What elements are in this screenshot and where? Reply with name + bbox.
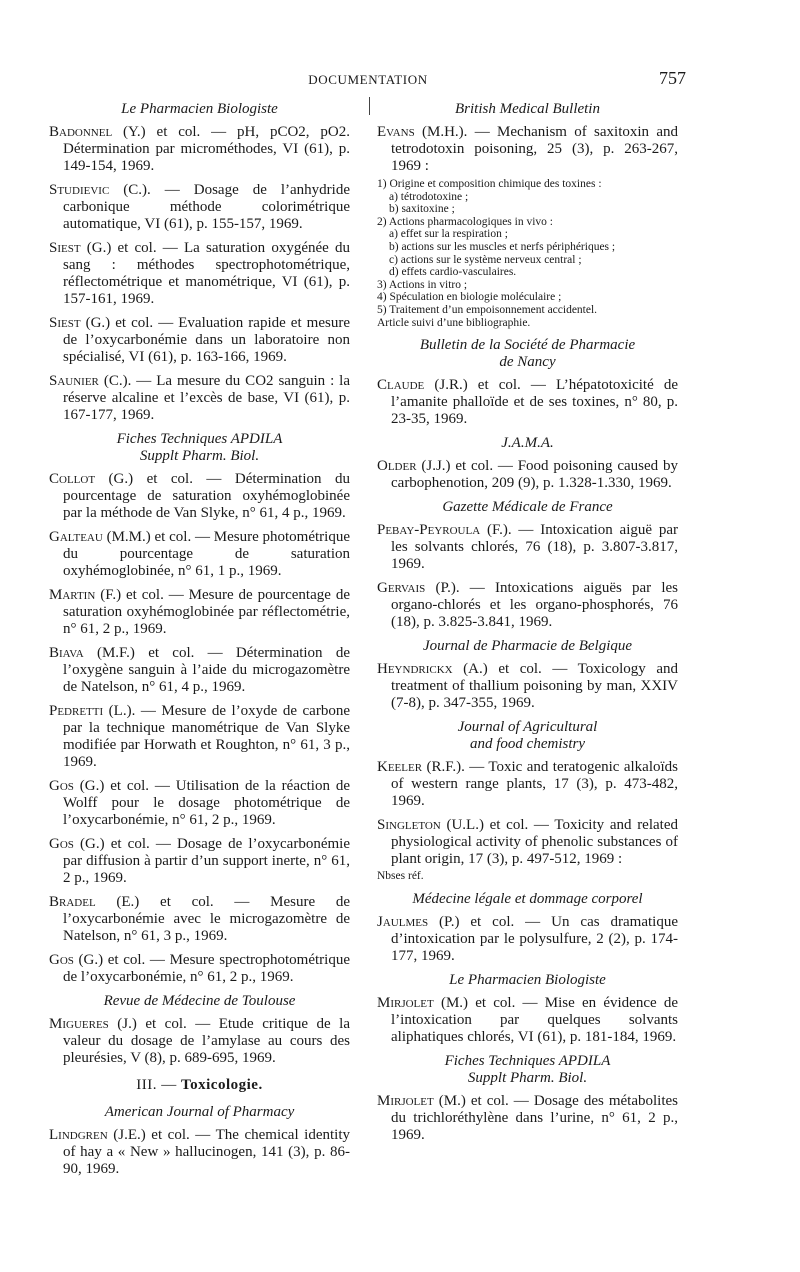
- note-line: 1) Origine et composition chimique des toxines :: [377, 178, 602, 190]
- journal-heading-line: Fiches Techniques APDILA: [116, 431, 283, 447]
- note-line: a) effet sur la respiration ;: [389, 228, 508, 241]
- entry-author: Studievic: [49, 182, 110, 198]
- bibliography-entry: [49, 315, 350, 366]
- entry-author: Gos: [49, 836, 74, 852]
- bibliography-entry: [49, 587, 350, 638]
- journal-heading: [377, 337, 678, 371]
- section-number: III. —: [136, 1077, 182, 1093]
- note-line: d) effets cardio-vasculaires.: [389, 266, 517, 279]
- journal-heading: British Medical Bulletin: [455, 101, 600, 117]
- journal-heading: Le Pharmacien Biologiste: [121, 101, 278, 117]
- note-line: Nbses réf.: [377, 870, 424, 883]
- bibliography-entry: [377, 377, 678, 428]
- entry-text: (G.) et col. — Détermination du pourcentage de saturation oxyhémoglobinée par la méthode de Van Slyke, n° 61, 4 p., 1969.: [63, 471, 350, 521]
- entry-author: Gos: [49, 778, 74, 794]
- bibliography-entry: [49, 703, 350, 771]
- entry-author: Pebay-Peyroula: [377, 522, 481, 539]
- running-head: [50, 68, 686, 90]
- bibliography-entry: [49, 240, 350, 308]
- entry-text: (M.F.) et col. — Détermination de l’oxygène sanguin à l’aide du microgazomètre de Natelson, n° 61, 4 p., 1969.: [63, 645, 350, 695]
- note-line: 4) Spéculation en biologie moléculaire ;: [377, 291, 562, 304]
- bibliography-entry: [377, 914, 678, 965]
- entry-author: Mirjolet: [377, 994, 434, 1011]
- entry-text: (J.J.) et col. — Food poisoning caused by carbophenotion, 209 (9), p. 1.328-1.330, 1969.: [391, 458, 678, 492]
- entry-author: Bradel: [49, 894, 96, 910]
- bibliography-entry: [49, 182, 350, 233]
- note-line: a) tétrodotoxine ;: [389, 190, 469, 203]
- journal-heading-line: Journal of Agricultural: [457, 719, 598, 736]
- entry-text: (U.L.) et col. — Toxicity and related physiological activity of phenolic substances of plant origin, 17 (3), p. 497-512, 1969 :: [391, 817, 678, 868]
- journal-heading: Revue de Médecine de Toulouse: [103, 993, 296, 1009]
- journal-heading: [377, 719, 678, 753]
- journal-heading: [49, 431, 350, 465]
- entry-author: Gervais: [377, 580, 426, 597]
- note-line: 3) Actions in vitro ;: [377, 278, 468, 291]
- entry-author: Saunier: [49, 373, 99, 389]
- entry-notes: [377, 178, 678, 329]
- bibliography-entry: [377, 817, 678, 868]
- entry-text: (A.) et col. — Toxicology and treatment of thallium poisoning by man, XXIV (7-8), p. 347-355, 1969.: [391, 661, 678, 712]
- entry-author: Siest: [49, 315, 81, 331]
- entry-author: Mirjolet: [377, 1092, 434, 1109]
- entry-author: Pedretti: [49, 703, 104, 719]
- bibliography-entry: [377, 759, 678, 810]
- entry-author: Siest: [49, 240, 81, 256]
- entry-text: (G.) et col. — Utilisation de la réaction de Wolff pour le dosage photométrique de l’oxycarbonémie, n° 61, 2 p., 1969.: [63, 778, 350, 828]
- bibliography-entry: [377, 580, 678, 631]
- section-title: [49, 1077, 350, 1094]
- entry-text: (F.). — Intoxication aiguë par les solvants chlorés, 76 (18), p. 3.807-3.817, 1969.: [391, 522, 678, 573]
- journal-heading: Médecine légale et dommage corporel: [412, 890, 643, 907]
- entry-author: Migueres: [49, 1016, 109, 1032]
- journal-heading: J.A.M.A.: [501, 435, 554, 452]
- entry-author: Evans: [377, 124, 415, 140]
- entry-text: (P.). — Intoxications aiguës par les organo-chlorés et les organo-phosphorés, 76 (18), p. 3.825-3.841, 1969.: [391, 580, 678, 631]
- journal-heading: Le Pharmacien Biologiste: [449, 971, 606, 988]
- journal-heading-line: Supplt Pharm. Biol.: [467, 1069, 588, 1086]
- entry-text: (C.). — Dosage de l’anhydride carbonique méthode colorimétrique automatique, VI (61), p. 155-157, 1969.: [63, 182, 350, 232]
- entry-text: (G.) et col. — Evaluation rapide et mesure de l’oxycarbonémie dans un laboratoire non spécialisé, VI (61), p. 163-166, 1969.: [63, 315, 350, 365]
- entry-text: (J.) et col. — Etude critique de la valeur du dosage de l’amylase au cours des pleurésies, V (8), p. 689-695, 1969.: [63, 1016, 350, 1066]
- journal-heading-line: Supplt Pharm. Biol.: [139, 448, 260, 464]
- entry-text: (J.E.) et col. — The chemical identity of hay a « New » hallucinogen, 141 (3), p. 86-90, 1969.: [63, 1127, 350, 1177]
- entry-author: Keeler: [377, 759, 423, 776]
- entry-author: Older: [377, 458, 417, 475]
- entry-text: (F.) et col. — Mesure de pourcentage de saturation oxyhémoglobinée par réflectométrie, n° 61, 2 p., 1969.: [63, 587, 350, 637]
- entry-author: Galteau: [49, 529, 103, 545]
- note-line: 5) Traitement d’un empoisonnement accidentel.: [377, 303, 598, 316]
- note-line: b) saxitoxine ;: [389, 203, 455, 216]
- entry-author: Heyndrickx: [377, 661, 453, 678]
- page-number: 757: [659, 68, 686, 88]
- entry-author: Singleton: [377, 817, 441, 834]
- running-title: DOCUMENTATION: [308, 72, 428, 87]
- entry-author: Claude: [377, 377, 425, 394]
- bibliography-entry: [49, 471, 350, 522]
- bibliography-entry: [49, 836, 350, 887]
- bibliography-entry: [377, 522, 678, 573]
- entry-author: Collot: [49, 471, 96, 487]
- journal-heading: [377, 1053, 678, 1087]
- bibliography-entry: [377, 124, 678, 175]
- entry-text: (R.F.). — Toxic and teratogenic alkaloïds of western range plants, 17 (3), p. 473-482, 1969.: [391, 759, 678, 810]
- bibliography-entry: [377, 1093, 678, 1144]
- bibliography-entry: [377, 458, 678, 492]
- entry-text: (G.) et col. — Dosage de l’oxycarbonémie par diffusion à partir d’un support inerte, n° 61, 2 p., 1969.: [63, 836, 350, 886]
- entry-text: (M.) et col. — Dosage des métabolites du trichloréthylène dans l’urine, n° 61, 2 p., 1969.: [391, 1092, 678, 1143]
- bibliography-entry: [49, 124, 350, 175]
- bibliography-entry: [377, 995, 678, 1046]
- entry-text: (G.) et col. — La saturation oxygénée du sang : méthodes spectrophotométrique, réflectométrique et manométrique, VI (61), p. 157-161, 1969.: [63, 240, 350, 307]
- note-line: b) actions sur les muscles et nerfs périphériques ;: [389, 240, 616, 253]
- entry-author: Lindgren: [49, 1127, 108, 1143]
- entry-notes: [377, 870, 678, 883]
- journal-heading-line: Fiches Techniques APDILA: [444, 1052, 611, 1069]
- journal-heading-line: de Nancy: [499, 354, 556, 371]
- bibliography-entry: [49, 894, 350, 945]
- entry-text: (M.H.). — Mechanism of saxitoxin and tetrodotoxin poisoning, 25 (3), p. 263-267, 1969 :: [391, 124, 678, 174]
- entry-text: (M.) et col. — Mise en évidence de l’intoxication par quelques solvants aliphatiques chlorés, VI (61), p. 181-184, 1969.: [391, 994, 678, 1045]
- entry-author: Martin: [49, 587, 96, 603]
- entry-text: (E.) et col. — Mesure de l’oxycarbonémie avec le microgazomètre de Natelson, n° 61, 3 p., 1969.: [63, 894, 350, 944]
- bibliography-entry: [49, 645, 350, 696]
- bibliography-entry: [377, 661, 678, 712]
- left-column: [49, 101, 350, 1185]
- note-line: c) actions sur le système nerveux central ;: [389, 253, 582, 266]
- bibliography-entry: [49, 1016, 350, 1067]
- right-column: [377, 101, 678, 1151]
- entry-text: (J.R.) et col. — L’hépatotoxicité de l’amanite phalloïde et de ses toxines, n° 80, p. 23-35, 1969.: [391, 377, 678, 428]
- entry-text: (Y.) et col. — pH, pCO2, pO2. Détermination par microméthodes, VI (61), p. 149-154, 1969.: [63, 124, 350, 174]
- entry-author: Biava: [49, 645, 84, 661]
- note-line: 2) Actions pharmacologiques in vivo :: [377, 215, 553, 228]
- entry-text: (P.) et col. — Un cas dramatique d’intoxication par le polysulfure, 2 (2), p. 174-177, 1969.: [391, 913, 678, 964]
- bibliography-entry: [49, 373, 350, 424]
- journal-heading-line: and food chemistry: [470, 736, 585, 753]
- column-divider: [369, 97, 370, 115]
- bibliography-entry: [49, 952, 350, 986]
- entry-text: (C.). — La mesure du CO2 sanguin : la réserve alcaline et l’excès de base, VI (61), p. 167-177, 1969.: [63, 373, 350, 423]
- entry-text: (G.) et col. — Mesure spectrophotométrique de l’oxycarbonémie, n° 61, 2 p., 1969.: [63, 952, 350, 985]
- section-name: Toxicologie.: [181, 1077, 263, 1093]
- bibliography-entry: [49, 529, 350, 580]
- entry-author: Gos: [49, 952, 74, 968]
- bibliography-entry: [49, 1127, 350, 1178]
- note-line: Article suivi d’une bibliographie.: [377, 316, 531, 329]
- entry-author: Badonnel: [49, 124, 113, 140]
- entry-text: (L.). — Mesure de l’oxyde de carbone par la technique manométrique de Van Slyke modifiée par Horwath et Roughton, n° 61, 3 p., 1969.: [63, 703, 350, 770]
- journal-heading-line: Bulletin de la Société de Pharmacie: [419, 337, 636, 354]
- bibliography-entry: [49, 778, 350, 829]
- journal-heading: Journal de Pharmacie de Belgique: [422, 638, 633, 655]
- entry-text: (M.M.) et col. — Mesure photométrique du pourcentage de saturation oxyhémoglobinée, n° 61, 1 p., 1969.: [63, 529, 350, 579]
- entry-author: Jaulmes: [377, 913, 429, 930]
- journal-heading: Gazette Médicale de France: [442, 499, 613, 516]
- journal-heading: American Journal of Pharmacy: [104, 1104, 295, 1120]
